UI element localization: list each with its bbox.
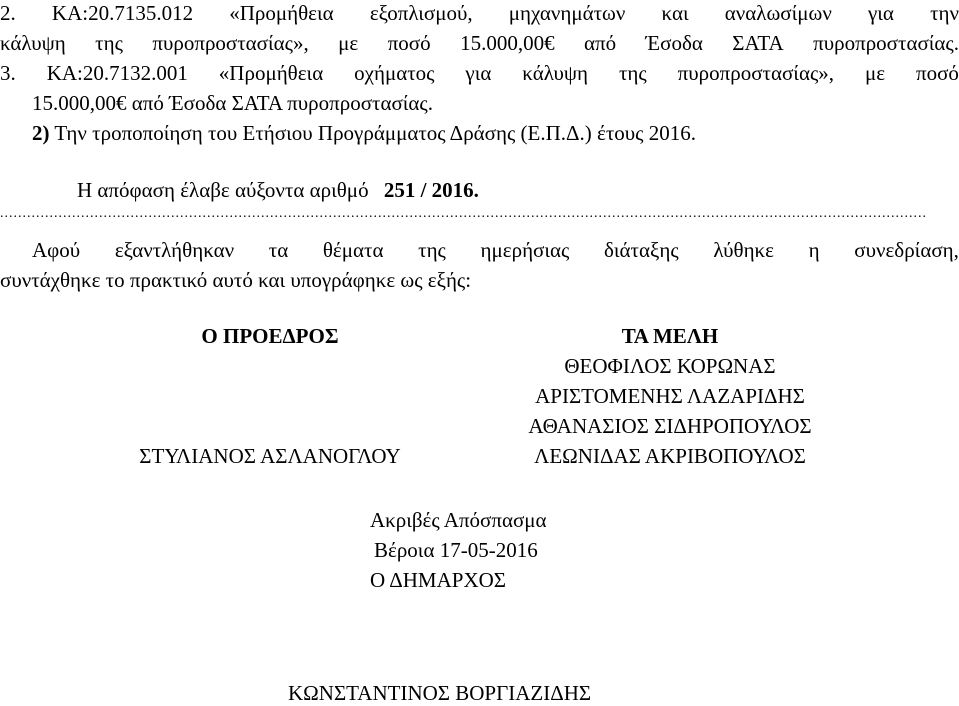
place-date: Βέροια 17-05-2016 bbox=[374, 538, 538, 562]
point-2 bbox=[32, 120, 696, 146]
president-name: ΣΤΥΛΙΑΝΟΣ ΑΣΛΑΝΟΓΛΟΥ bbox=[139, 444, 401, 468]
members-title: ΤΑ ΜΕΛΗ bbox=[621, 324, 719, 348]
member-name: ΑΘΑΝΑΣΙΟΣ ΣΙΔΗΡΟΠΟΥΛΟΣ bbox=[528, 414, 812, 438]
member-name: ΘΕΟΦΙΛΟΣ ΚΟΡΩΝΑΣ bbox=[564, 354, 776, 378]
point-2-text: Την τροποποίηση του Ετήσιου Προγράμματος Δράσης (Ε.Π.Δ.) έτους 2016. bbox=[54, 121, 696, 145]
decision-label: Η απόφαση έλαβε αύξοντα αριθμό bbox=[77, 178, 369, 202]
closing-line-1: Αφού εξαντλήθηκαν τα θέματα της ημερήσιας διάταξης λύθηκε η συνεδρίαση, bbox=[32, 238, 959, 262]
closing-line-2: συντάχθηκε το πρακτικό αυτό και υπογράφηκε ως εξής: bbox=[0, 268, 472, 292]
mayor-name: ΚΩΝΣΤΑΝΤΙΝΟΣ ΒΟΡΓΙΑΖΙΔΗΣ bbox=[288, 681, 592, 705]
item-3-line-1: 3. ΚΑ:20.7132.001 «Προμήθεια οχήματος για κάλυψη της πυροπροστασίας», με ποσό bbox=[0, 61, 959, 85]
decision-line bbox=[77, 177, 479, 203]
item-2-line-2: κάλυψη της πυροπροστασίας», με ποσό 15.000,00€ από Έσοδα ΣΑΤΑ πυροπροστασίας. bbox=[0, 31, 959, 55]
president-title: Ο ΠΡΟΕΔΡΟΣ bbox=[201, 324, 339, 348]
dotted-separator: .............................................................................................................................................................................................................. bbox=[0, 207, 927, 221]
decision-number: 251 / 2016. bbox=[383, 178, 479, 202]
item-3-line-2: 15.000,00€ από Έσοδα ΣΑΤΑ πυροπροστασίας. bbox=[32, 91, 433, 115]
point-2-number: 2) bbox=[32, 121, 50, 145]
mayor-title: Ο ΔΗΜΑΡΧΟΣ bbox=[370, 568, 506, 592]
extract-title: Ακριβές Απόσπασμα bbox=[370, 508, 547, 532]
member-name: ΛΕΩΝΙΔΑΣ ΑΚΡΙΒΟΠΟΥΛΟΣ bbox=[534, 444, 806, 468]
item-2-line-1: 2. ΚΑ:20.7135.012 «Προμήθεια εξοπλισμού, μηχανημάτων και αναλωσίμων για την bbox=[0, 1, 959, 25]
member-name: ΑΡΙΣΤΟΜΕΝΗΣ ΛΑΖΑΡΙΔΗΣ bbox=[535, 384, 805, 408]
